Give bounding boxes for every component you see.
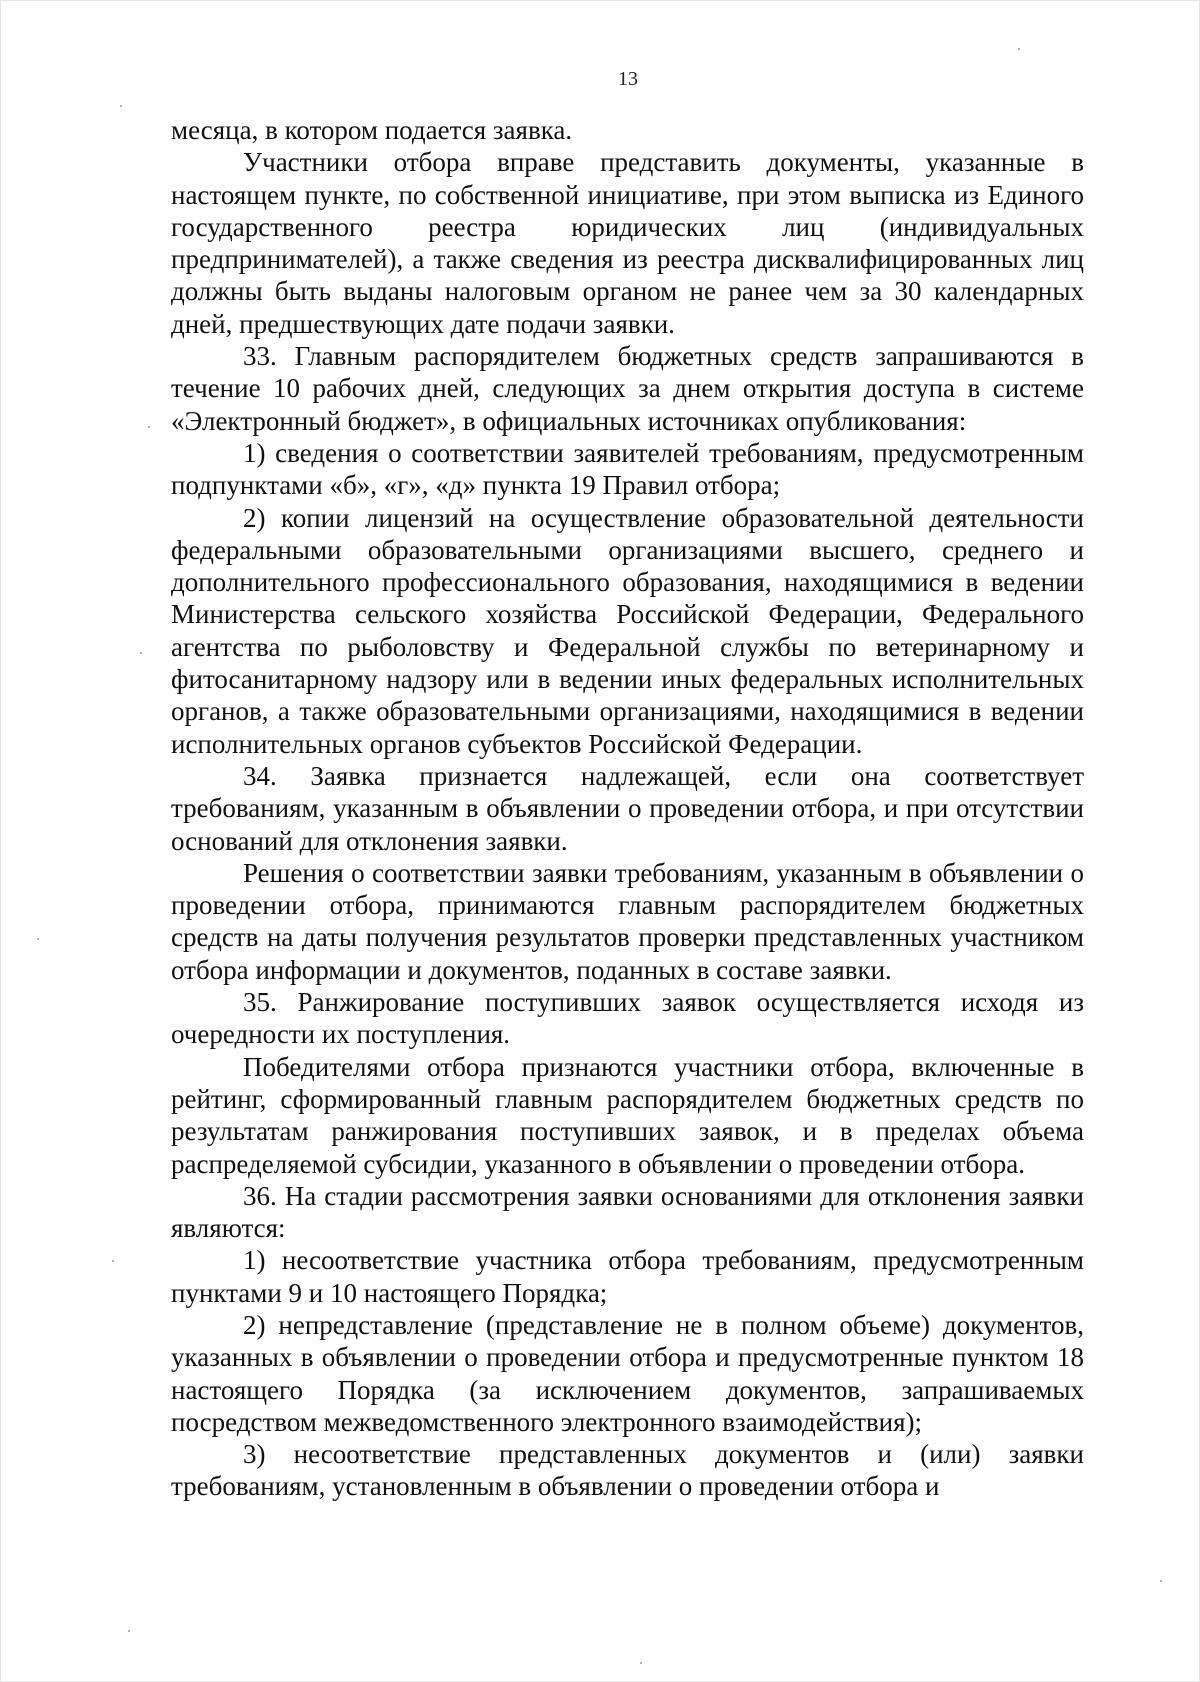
paragraph-33: 33. Главным распорядителем бюджетных средств запрашиваются в течение 10 рабочих дней, следующих за днем открытия доступа в системе «Электронный бюджет», в официальных источниках опубликования: [171,341,1084,436]
paragraph-36-item-3: 3) несоответствие представленных документов и (или) заявки требованиям, установленным в объявлении о проведении отбора и [171,1439,1084,1502]
paragraph-36: 36. На стадии рассмотрения заявки основаниями для отклонения заявки являются: [171,1180,1084,1244]
page-number: 13 [618,68,638,90]
paragraph-participants-documents: Участники отбора вправе представить документы, указанные в настоящем пункте, по собственной инициативе, при этом выписка из Единого государственного реестра юридических лиц (индивидуальных предпринимателей), а также сведения из реестра дисквалифицированных лиц должны быть выданы налоговым органом не ранее чем за 30 календарных дней, предшествующих дате подачи заявки. [171,147,1084,339]
paragraph-35: 35. Ранжирование поступивших заявок осуществляется исходя из очередности их поступления. [171,987,1084,1050]
paragraph-34-decisions: Решения о соответствии заявки требованиям, указанным в объявлении о проведении отбора, принимаются главным распорядителем бюджетных средств на даты получения результатов проверки представленных участником отбора информации и документов, поданных в составе заявки. [171,857,1084,985]
scan-speck [112,1260,114,1262]
scan-speck [1160,1580,1162,1582]
paragraph-continuation: месяца, в котором подается заявка. [171,115,573,145]
scan-speck [1018,48,1020,50]
scan-speck [140,652,142,654]
paragraph-36-item-1: 1) несоответствие участника отбора требованиям, предусмотренным пунктами 9 и 10 настоящего Порядка; [171,1245,1084,1308]
paragraph-36-item-2: 2) непредставление (представление не в полном объеме) документов, указанных в объявлении о проведении отбора и предусмотренные пунктом 18 настоящего Порядка (за исключением документов, запрашиваемых посредством межведомственного электронного взаимодействия); [171,1309,1084,1437]
document-body [171,114,1084,1503]
paragraph-34: 34. Заявка признается надлежащей, если она соответствует требованиям, указанным в объявлении о проведении отбора, и при отсутствии оснований для отклонения заявки. [171,760,1084,856]
scan-speck [148,426,150,428]
paragraph-33-item-1: 1) сведения о соответствии заявителей требованиям, предусмотренным подпунктами «б», «г», «д» пункта 19 Правил отбора; [171,437,1084,501]
scan-speck [640,1662,642,1664]
scan-speck [37,938,39,940]
scan-speck [120,105,122,107]
paragraph-33-item-2: 2) копии лицензий на осуществление образовательной деятельности федеральными образовательными организациями высшего, среднего и дополнительного профессионального образования, находящимися в ведении Министерства сельского хозяйства Российской Федерации, Федерального агентства по рыболовству и Федеральной службы по ветеринарному и фитосанитарному надзору или в ведении иных федеральных исполнительных органов, а также образовательными организациями, находящимися в ведении исполнительных органов субъектов Российской Федерации. [171,502,1084,759]
paragraph-35-winners: Победителями отбора признаются участники отбора, включенные в рейтинг, сформированный главным распорядителем бюджетных средств по результатам ранжирования поступивших заявок, и в пределах объема распределяемой субсидии, указанного в объявлении о проведении отбора. [171,1051,1084,1179]
scan-speck [128,1630,130,1632]
